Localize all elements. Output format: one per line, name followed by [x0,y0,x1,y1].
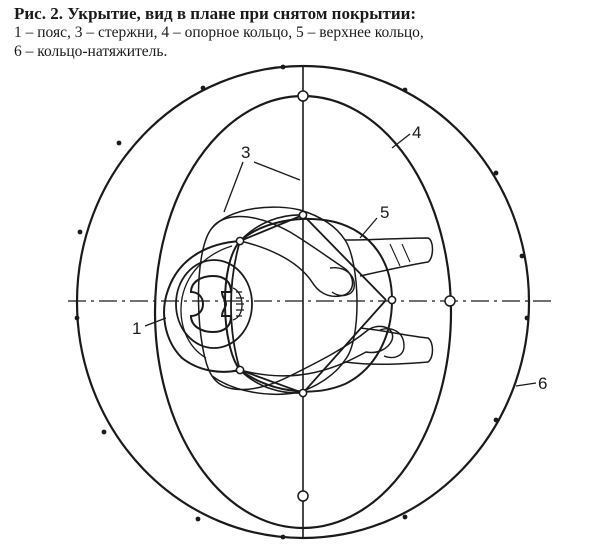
leader-6 [516,383,536,386]
hinge-marker [298,491,308,501]
legend-line-1: 1 – пояс, 3 – стержни, 4 – опорное кольцо, 5 – верхнее кольцо, [14,24,424,41]
hinge-marker [388,296,395,303]
ring-point [525,316,530,321]
ring-point [78,230,83,235]
ring-point [196,517,201,522]
person-leg-upper-fold [390,244,410,266]
hinge-marker [445,296,455,306]
rod-left-arc [231,241,240,370]
ring-point [281,65,286,70]
hinge-marker [236,366,243,373]
person-arm-upper [212,217,353,297]
leader-3-a [224,162,243,212]
label-tension-ring-6: 6 [538,374,548,393]
ring-point [281,535,286,540]
label-upper-ring-5: 5 [380,203,390,222]
hinge-marker [299,389,306,396]
ring-point [201,86,206,91]
upper-ring-5 [225,219,392,392]
ring-point [117,141,122,146]
ring-point [494,418,499,423]
hinge-marker [299,211,306,218]
ring-point [403,88,408,93]
mask-grille [233,288,244,320]
leader-lines [145,134,536,386]
label-rods-3: 3 [241,143,251,162]
ring-point [102,430,107,435]
label-support-ring-4: 4 [412,123,422,142]
ring-point [494,171,499,176]
ring-point [520,254,525,259]
hinge-marker [298,91,308,101]
rod-lower [240,300,386,393]
ring-point [403,515,408,520]
leader-3-b [254,162,300,180]
ring-point [75,316,80,321]
hinge-marker [236,237,243,244]
figure-title: Рис. 2. Укрытие, вид в плане при снятом покрытии: [14,4,417,23]
label-belt-1: 1 [132,319,142,338]
leader-5 [360,218,377,238]
legend-line-2: 6 – кольцо-натяжитель. [14,43,168,60]
